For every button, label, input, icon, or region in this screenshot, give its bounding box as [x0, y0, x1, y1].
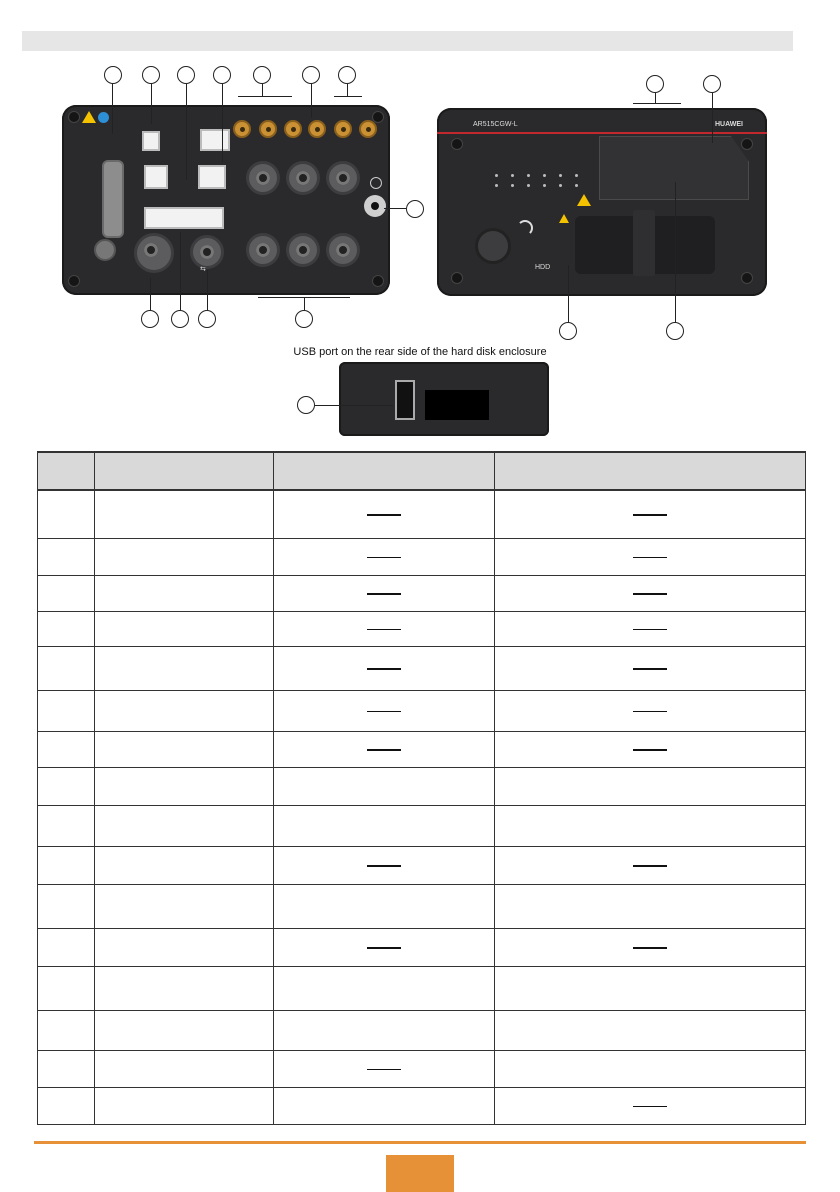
led-indicator	[559, 184, 562, 187]
callout-marker	[253, 66, 271, 84]
table-row	[38, 690, 806, 731]
table-row	[38, 490, 806, 538]
leader-line	[712, 93, 713, 143]
sim-cover	[599, 136, 749, 200]
table-row	[38, 767, 806, 805]
m12-port	[286, 161, 320, 195]
placeholder-underline	[633, 593, 667, 595]
molex-connector-6pin-a	[200, 129, 230, 151]
table-header-cell	[274, 452, 495, 490]
placeholder-underline	[633, 629, 667, 631]
led-indicator	[527, 184, 530, 187]
table-row	[38, 731, 806, 767]
placeholder-underline	[633, 865, 667, 867]
callout-marker	[295, 310, 313, 328]
table-header-cell	[95, 452, 274, 490]
placeholder-underline	[633, 947, 667, 949]
header-bar	[22, 31, 793, 51]
table-cell	[95, 1050, 274, 1087]
info-icon	[98, 112, 109, 123]
round-port-small	[94, 239, 116, 261]
table-cell	[495, 611, 806, 646]
table-cell	[495, 846, 806, 884]
table-cell	[495, 1010, 806, 1050]
sma-antenna-port	[334, 120, 352, 138]
placeholder-underline	[367, 514, 401, 516]
table-cell	[274, 731, 495, 767]
terminal-block-connector	[144, 207, 224, 229]
table-row	[38, 1050, 806, 1087]
callout-marker	[646, 75, 664, 93]
table-cell	[38, 966, 95, 1010]
table-cell	[495, 1050, 806, 1087]
table-cell	[495, 731, 806, 767]
table-cell	[38, 928, 95, 966]
table-cell	[95, 575, 274, 611]
callout-marker	[338, 66, 356, 84]
table-cell	[38, 611, 95, 646]
molex-connector-6pin-b	[198, 165, 226, 189]
table-cell	[274, 846, 495, 884]
led-indicator	[575, 174, 578, 177]
ground-icon	[370, 177, 382, 189]
brand-stripe	[437, 132, 767, 134]
led-indicator	[543, 184, 546, 187]
leader-line	[207, 270, 208, 310]
placeholder-underline	[633, 749, 667, 751]
table-cell	[95, 690, 274, 731]
table-cell	[95, 767, 274, 805]
table-row	[38, 646, 806, 690]
sma-antenna-port	[233, 120, 251, 138]
table-cell	[274, 805, 495, 846]
table-row	[38, 884, 806, 928]
m12-port	[326, 161, 360, 195]
placeholder-underline	[633, 668, 667, 670]
table-cell	[38, 731, 95, 767]
table-cell	[274, 767, 495, 805]
callout-marker	[406, 200, 424, 218]
table-cell	[38, 846, 95, 884]
placeholder-underline	[633, 1106, 667, 1108]
table-row	[38, 611, 806, 646]
leader-bracket	[633, 103, 681, 104]
table-header-row	[38, 452, 806, 490]
m12-port	[286, 233, 320, 267]
usb-port	[395, 380, 415, 420]
table-cell	[274, 966, 495, 1010]
led-indicator	[495, 174, 498, 177]
spec-table	[37, 451, 806, 1125]
table-cell	[95, 884, 274, 928]
leader-line	[222, 84, 223, 162]
sma-antenna-port	[259, 120, 277, 138]
hdd-label: HDD	[535, 264, 551, 271]
table-cell	[274, 1087, 495, 1124]
warning-icon	[577, 194, 591, 206]
leader-line	[186, 84, 187, 180]
hdd-strap	[633, 210, 655, 276]
led-indicator	[527, 174, 530, 177]
placeholder-underline	[367, 629, 401, 631]
table-cell	[95, 490, 274, 538]
screw	[68, 111, 80, 123]
table-cell	[274, 928, 495, 966]
table-row	[38, 805, 806, 846]
table-cell	[495, 767, 806, 805]
screw	[451, 272, 463, 284]
leader-line	[262, 84, 263, 96]
table-header-cell	[38, 452, 95, 490]
table-cell	[495, 1087, 806, 1124]
table-cell	[95, 1010, 274, 1050]
table-cell	[95, 928, 274, 966]
led-indicator	[511, 174, 514, 177]
table-cell	[274, 884, 495, 928]
m12-port	[246, 233, 280, 267]
table-cell	[274, 538, 495, 575]
ground-screw-center	[371, 202, 379, 210]
placeholder-underline	[367, 668, 401, 670]
warning-icon	[559, 214, 569, 223]
callout-marker	[177, 66, 195, 84]
table-cell	[95, 1087, 274, 1124]
table-row	[38, 538, 806, 575]
vendor-logo: HUAWEI	[715, 121, 743, 128]
leader-bracket	[334, 96, 362, 97]
leader-line	[568, 265, 569, 322]
label-plate	[425, 390, 489, 420]
table-cell	[38, 575, 95, 611]
table-cell	[495, 646, 806, 690]
table-cell	[274, 611, 495, 646]
table-cell	[38, 538, 95, 575]
callout-marker	[703, 75, 721, 93]
table-cell	[95, 731, 274, 767]
led-indicator	[511, 184, 514, 187]
table-row	[38, 1010, 806, 1050]
leader-bracket	[238, 96, 292, 97]
leader-line	[151, 84, 152, 124]
hdd-enclosure-rear	[339, 362, 549, 436]
table-cell	[274, 1050, 495, 1087]
leader-line	[112, 84, 113, 134]
placeholder-underline	[367, 593, 401, 595]
table-row	[38, 928, 806, 966]
table-cell	[274, 1010, 495, 1050]
leader-line	[180, 232, 181, 310]
leader-line	[311, 84, 312, 118]
table-cell	[38, 690, 95, 731]
table-cell	[95, 966, 274, 1010]
table-cell	[38, 767, 95, 805]
table-cell	[495, 690, 806, 731]
m12-port	[246, 161, 280, 195]
placeholder-underline	[633, 557, 667, 559]
callout-marker	[171, 310, 189, 328]
callout-marker	[142, 66, 160, 84]
table-cell	[495, 966, 806, 1010]
led-indicator	[559, 174, 562, 177]
molex-connector-2pin	[142, 131, 160, 151]
leader-line	[304, 297, 305, 310]
table-cell	[495, 928, 806, 966]
table-cell	[95, 646, 274, 690]
usb-icon: ⇆	[200, 266, 206, 273]
sma-antenna-port	[284, 120, 302, 138]
leader-line	[655, 93, 656, 103]
leader-line	[675, 182, 676, 322]
molex-connector-4pin	[144, 165, 168, 189]
table-cell	[38, 805, 95, 846]
table-cell	[95, 846, 274, 884]
callout-marker	[302, 66, 320, 84]
table-cell	[95, 611, 274, 646]
leader-line	[384, 208, 406, 209]
callout-marker	[559, 322, 577, 340]
sma-antenna-port	[359, 120, 377, 138]
led-indicator	[575, 184, 578, 187]
table-cell	[274, 575, 495, 611]
table-row	[38, 966, 806, 1010]
leader-line	[347, 84, 348, 96]
table-cell	[495, 805, 806, 846]
rear-panel-right	[437, 108, 767, 296]
lock-knob	[475, 228, 511, 264]
table-cell	[495, 884, 806, 928]
placeholder-underline	[633, 514, 667, 516]
table-cell	[38, 1087, 95, 1124]
callout-marker	[104, 66, 122, 84]
placeholder-underline	[367, 711, 401, 713]
leader-line	[315, 405, 393, 406]
lock-icon	[517, 220, 533, 236]
table-cell	[38, 490, 95, 538]
footer-rule	[34, 1141, 806, 1144]
m12-port	[326, 233, 360, 267]
table-cell	[495, 538, 806, 575]
placeholder-underline	[367, 947, 401, 949]
page-number-tab	[386, 1155, 454, 1192]
table-cell	[274, 490, 495, 538]
usb-m12-port	[190, 235, 224, 269]
placeholder-underline	[367, 865, 401, 867]
callout-marker	[213, 66, 231, 84]
placeholder-underline	[367, 749, 401, 751]
led-indicator	[495, 184, 498, 187]
placeholder-underline	[367, 557, 401, 559]
table-cell	[274, 690, 495, 731]
table-cell	[95, 805, 274, 846]
table-cell	[495, 490, 806, 538]
table-cell	[38, 1010, 95, 1050]
callout-marker	[198, 310, 216, 328]
table-cell	[38, 1050, 95, 1087]
screw	[741, 272, 753, 284]
led-indicator	[543, 174, 546, 177]
model-label: AR515CGW-L	[473, 121, 518, 128]
screw	[451, 138, 463, 150]
callout-marker	[297, 396, 315, 414]
dsub-serial-port	[102, 160, 124, 238]
sma-antenna-port	[308, 120, 326, 138]
figure-caption: USB port on the rear side of the hard disk enclosure	[293, 346, 547, 358]
table-row	[38, 846, 806, 884]
callout-marker	[141, 310, 159, 328]
table-cell	[95, 538, 274, 575]
table-row	[38, 1087, 806, 1124]
table-header-cell	[495, 452, 806, 490]
table-cell	[495, 575, 806, 611]
screw	[372, 275, 384, 287]
callout-marker	[666, 322, 684, 340]
placeholder-underline	[633, 711, 667, 713]
table-row	[38, 575, 806, 611]
screw	[68, 275, 80, 287]
table-cell	[38, 884, 95, 928]
leader-line	[150, 278, 151, 310]
placeholder-underline	[367, 1069, 401, 1071]
table-cell	[38, 646, 95, 690]
table-cell	[274, 646, 495, 690]
warning-icon	[82, 111, 96, 123]
screw	[741, 138, 753, 150]
power-port	[134, 233, 174, 273]
